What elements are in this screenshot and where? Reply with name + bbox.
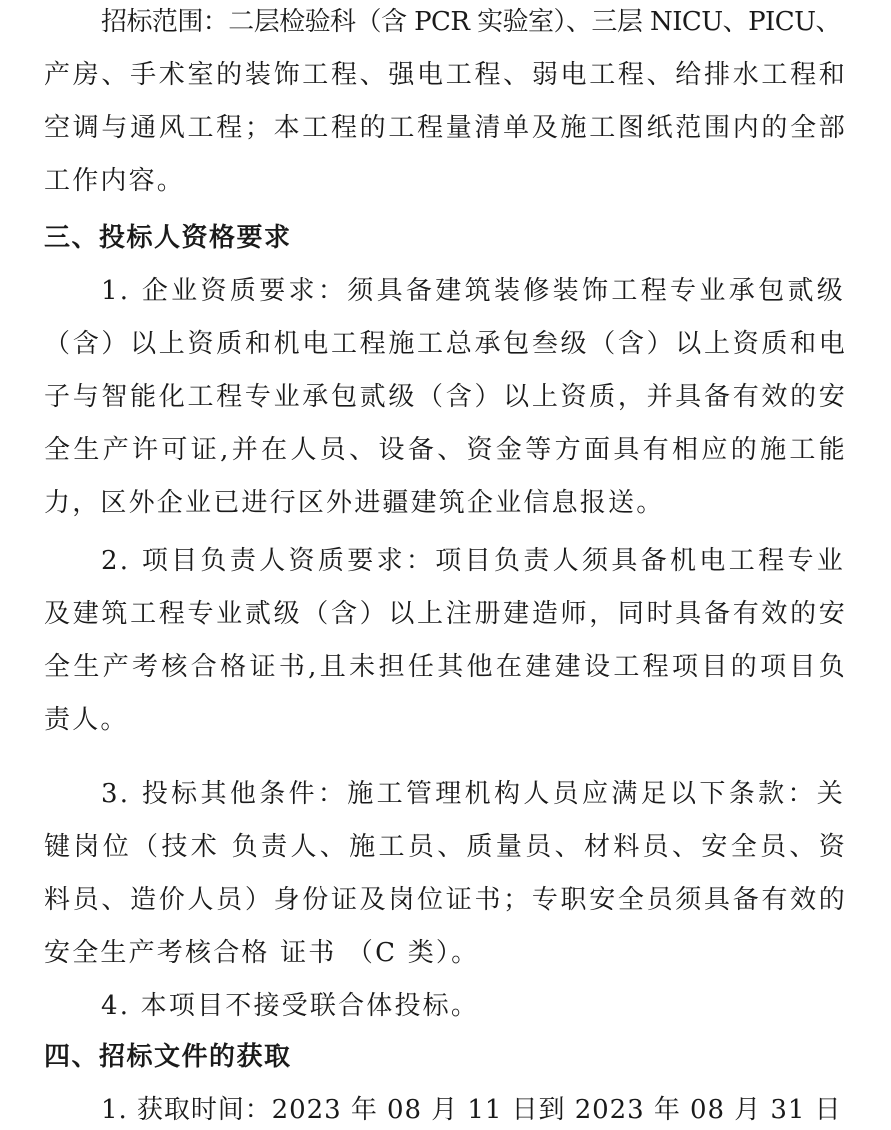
scope-line-3: 空调与通风工程；本工程的工程量清单及施工图纸范围内的全部 <box>44 113 847 143</box>
s3-item2-line-1: 2. 项目负责人资质要求：项目负责人须具备机电工程专业 <box>101 546 845 576</box>
s3-item3-line-4: 安全生产考核合格 证书 （C 类）。 <box>44 938 480 968</box>
scope-line-1: 招标范围：二层检验科（含 PCR 实验室）、三层 NICU、PICU、 <box>101 7 841 37</box>
section-4-heading: 四、招标文件的获取 <box>44 1042 292 1072</box>
s3-item4: 4. 本项目不接受联合体投标。 <box>101 991 480 1021</box>
s3-item3-line-2: 键岗位（技术 负责人、施工员、质量员、材料员、安全员、资 <box>44 832 847 862</box>
s3-item1-line-5: 力，区外企业已进行区外进疆建筑企业信息报送。 <box>44 488 665 518</box>
scope-line-4: 工作内容。 <box>44 166 186 196</box>
s3-item3-line-3: 料员、造价人员）身份证及岗位证书；专职安全员须具备有效的 <box>44 885 847 915</box>
s3-item2-line-3: 全生产考核合格证书,且未担任其他在建建设工程项目的项目负 <box>44 652 847 682</box>
s3-item2-line-4: 责人。 <box>44 705 129 735</box>
s3-item1-line-4: 全生产许可证,并在人员、设备、资金等方面具有相应的施工能 <box>44 435 847 465</box>
s3-item1-line-3: 子与智能化工程专业承包贰级（含）以上资质，并具备有效的安 <box>44 382 847 412</box>
section-3-heading: 三、投标人资格要求 <box>44 223 292 253</box>
s3-item1-line-1: 1. 企业资质要求：须具备建筑装修装饰工程专业承包贰级 <box>101 276 845 306</box>
s3-item1-line-2: （含）以上资质和机电工程施工总承包叁级（含）以上资质和电 <box>44 329 847 359</box>
s3-item3-line-1: 3. 投标其他条件：施工管理机构人员应满足以下条款：关 <box>101 779 845 809</box>
scope-line-2: 产房、手术室的装饰工程、强电工程、弱电工程、给排水工程和 <box>44 60 847 90</box>
s4-item1: 1. 获取时间：2023 年 08 月 11 日到 2023 年 08 月 31 日 <box>101 1095 842 1125</box>
s3-item2-line-2: 及建筑工程专业贰级（含）以上注册建造师，同时具备有效的安 <box>44 599 847 629</box>
